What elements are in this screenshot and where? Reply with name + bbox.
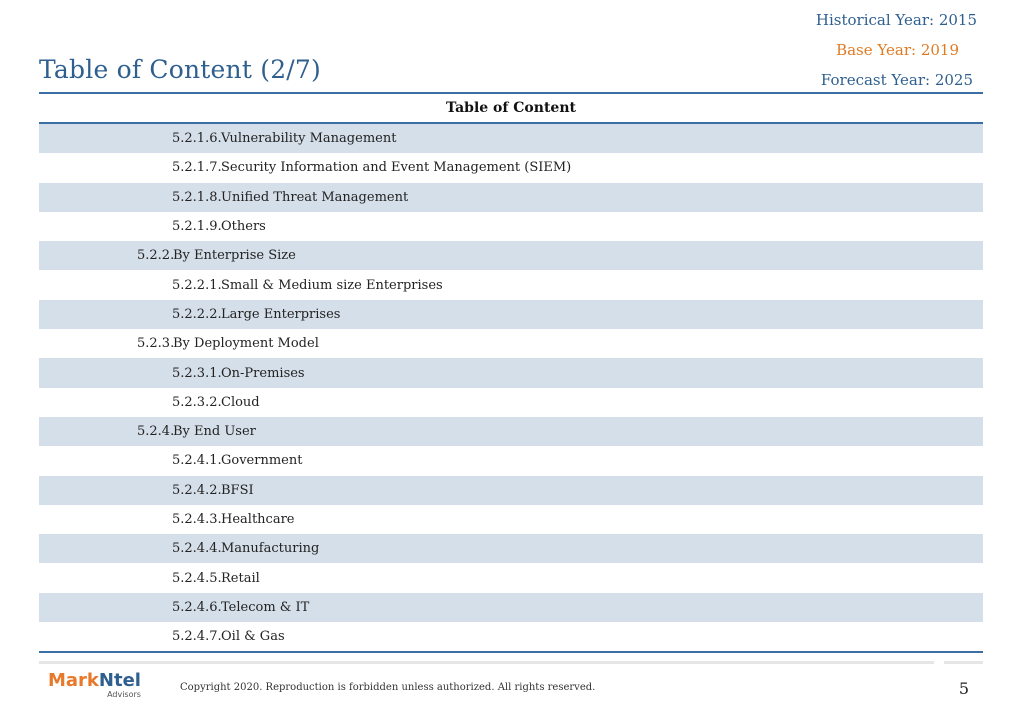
toc-item-label: Oil & Gas [221, 629, 285, 645]
footer-divider-short [944, 661, 983, 664]
toc-item-number: 5.2.4.1. [172, 453, 222, 469]
copyright-notice: Copyright 2020. Reproduction is forbidden unless authorized. All rights reserved. [180, 682, 596, 693]
toc-row [39, 388, 983, 417]
toc-row [39, 476, 983, 505]
toc-item-label: Vulnerability Management [221, 131, 397, 147]
toc-item-label: BFSI [221, 482, 254, 498]
toc-item-label: Others [221, 219, 266, 235]
toc-row [39, 300, 983, 329]
toc-row [39, 124, 983, 153]
toc-row [39, 534, 983, 563]
page-title: Table of Content (2/7) [39, 55, 321, 84]
toc-item-number: 5.2.3.2. [172, 394, 222, 410]
toc-row [39, 593, 983, 622]
historical-year: Historical Year: 2015 [815, 11, 977, 29]
toc-item-label: On-Premises [221, 365, 305, 381]
toc-item-number: 5.2.1.6. [172, 131, 222, 147]
title-divider [39, 92, 983, 94]
toc-item-number: 5.2.1.9. [172, 219, 222, 235]
toc-item-number: 5.2.4.4. [172, 541, 222, 557]
toc-row [39, 329, 983, 358]
toc-item-label: Security Information and Event Management (SIEM) [221, 160, 572, 176]
toc-item-number: 5.2.3. [137, 336, 175, 352]
toc-rows [39, 124, 983, 651]
toc-item-label: Telecom & IT [221, 599, 310, 615]
toc-row [39, 417, 983, 446]
toc-row [39, 270, 983, 299]
toc-row [39, 241, 983, 270]
toc-row [39, 212, 983, 241]
table-bottom-divider [39, 651, 983, 653]
toc-item-label: By Enterprise Size [173, 248, 296, 264]
toc-item-label: Large Enterprises [221, 306, 341, 322]
toc-item-label: Cloud [221, 394, 260, 410]
page-number: 5 [958, 679, 969, 698]
toc-item-number: 5.2.4.2. [172, 482, 222, 498]
toc-table [39, 95, 983, 653]
toc-heading: Table of Content [39, 95, 983, 124]
toc-row [39, 153, 983, 182]
toc-row [39, 358, 983, 387]
toc-item-label: Manufacturing [221, 541, 320, 557]
toc-item-label: Unified Threat Management [221, 189, 409, 205]
logo-mark-text: Mark [48, 670, 99, 691]
toc-item-number: 5.2.4. [137, 424, 175, 440]
toc-item-number: 5.2.4.5. [172, 570, 222, 586]
toc-item-number: 5.2.4.7. [172, 629, 222, 645]
toc-item-label: Retail [221, 570, 260, 586]
toc-item-number: 5.2.1.7. [172, 160, 222, 176]
toc-item-label: By Deployment Model [173, 336, 319, 352]
base-year: Base Year: 2019 [836, 41, 959, 59]
toc-item-number: 5.2.4.6. [172, 599, 222, 615]
toc-row [39, 563, 983, 592]
footer-divider [39, 661, 934, 664]
markntel-logo [48, 672, 141, 699]
logo-ntel-text: Ntel [98, 670, 141, 691]
toc-row [39, 505, 983, 534]
toc-row [39, 183, 983, 212]
toc-item-number: 5.2.3.1. [172, 365, 222, 381]
toc-row [39, 622, 983, 651]
toc-item-label: Healthcare [221, 512, 295, 527]
toc-item-number: 5.2.4.3. [172, 512, 222, 527]
toc-item-number: 5.2.2.2. [172, 306, 222, 322]
toc-item-number: 5.2.1.8. [172, 189, 222, 205]
toc-item-number: 5.2.2. [137, 248, 175, 264]
toc-item-number: 5.2.2.1. [172, 277, 222, 293]
forecast-year: Forecast Year: 2025 [820, 71, 973, 89]
toc-row [39, 446, 983, 475]
logo-wordmark [48, 670, 141, 691]
toc-item-label: Government [221, 453, 303, 469]
toc-item-label: Small & Medium size Enterprises [221, 277, 443, 293]
toc-item-label: By End User [173, 424, 256, 440]
logo-subtitle: Advisors [107, 690, 141, 699]
